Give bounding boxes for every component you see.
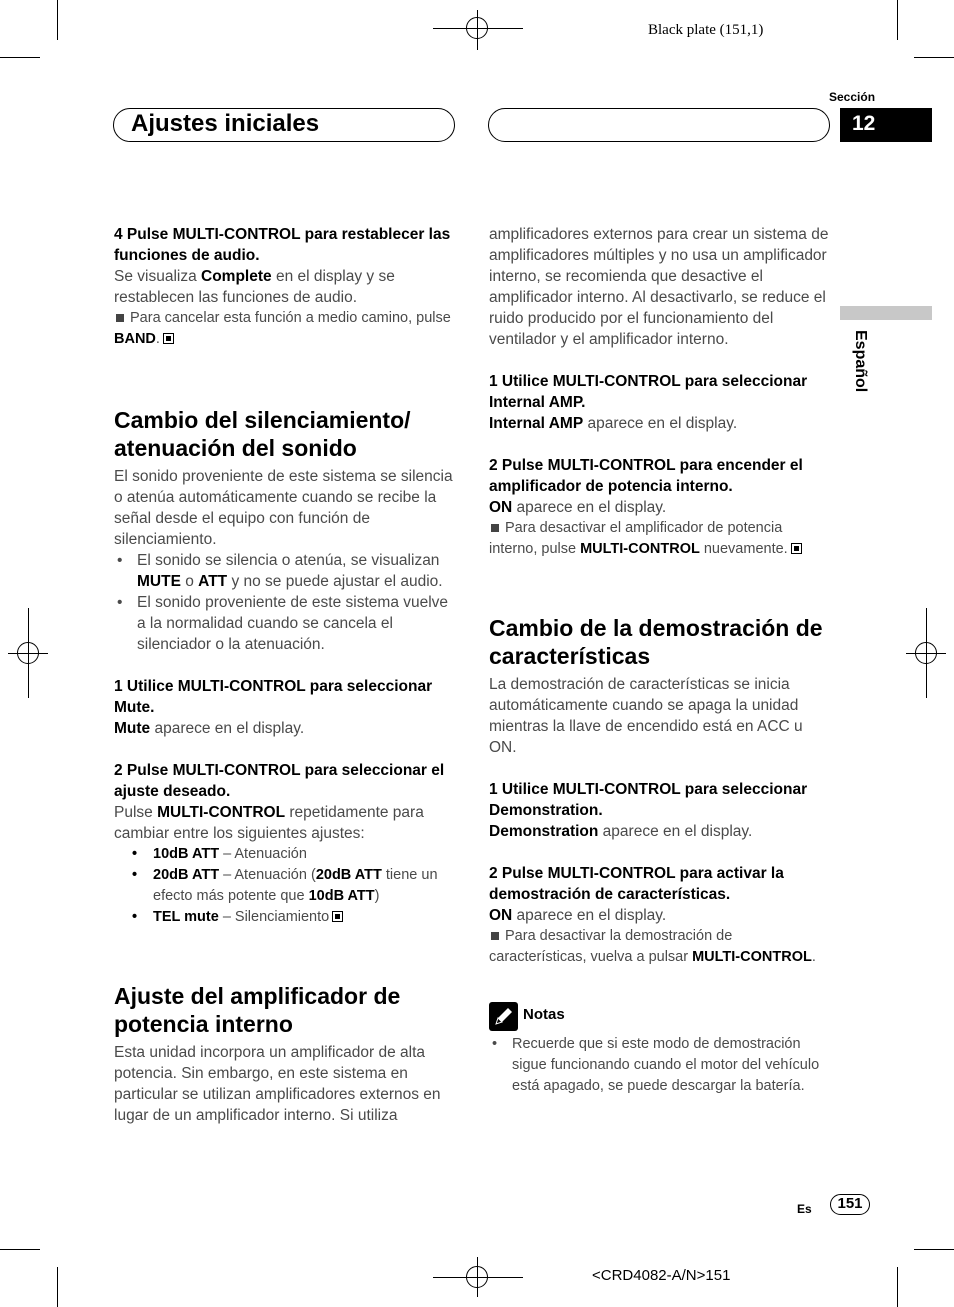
right-column	[489, 224, 831, 968]
note-line: Para cancelar esta función a medio camino, pulse BAND.	[114, 310, 451, 347]
step-title: 4 Pulse MULTI-CONTROL para restablecer las funciones de audio.	[114, 226, 451, 264]
bullet-item: • El sonido proveniente de este sistema vuelve a la normalidad cuando se cancela el silenciador o la atenuación.	[114, 592, 456, 655]
crop-mark	[57, 0, 58, 40]
plate-label: Black plate (151,1)	[648, 22, 764, 38]
language-code: Es	[797, 1202, 812, 1216]
section-heading: Ajuste del amplificador de potencia interno	[114, 983, 401, 1037]
chapter-title: Ajustes iniciales	[131, 110, 320, 137]
crop-mark	[0, 57, 40, 58]
paragraph: Internal AMP aparece en el display.	[489, 415, 738, 432]
paragraph: amplificadores externos para crear un sistema de amplificadores múltiples y no usa un amplificador interno, se recomienda que desactive el amplificador interno. Al desactivarlo, se reduce el ruido producido por el funcionamiento del ventilador y el amplificador interno.	[489, 226, 829, 348]
crop-mark	[57, 1267, 58, 1307]
crop-mark	[914, 1249, 954, 1250]
note-square-icon	[491, 932, 499, 940]
section-label: Sección	[829, 90, 876, 104]
note-square-icon	[491, 524, 499, 532]
section-number-box	[840, 108, 932, 142]
crop-mark	[0, 1249, 40, 1250]
crop-mark	[897, 0, 898, 40]
end-of-section-icon	[163, 333, 174, 344]
step-title: 1 Utilice MULTI-CONTROL para seleccionar Internal AMP.	[489, 373, 808, 411]
paragraph: Demonstration aparece en el display.	[489, 823, 753, 840]
notes-title: Notas	[523, 1006, 565, 1023]
language-label: Español	[852, 330, 869, 393]
paragraph: La demostración de características se inicia automáticamente cuando se apaga la unidad mientras la llave de encendido está en ACC u ON.	[489, 676, 803, 756]
section-number: 12	[852, 112, 876, 135]
registration-circle-icon	[915, 642, 937, 664]
step-title: 1 Utilice MULTI-CONTROL para seleccionar Demonstration.	[489, 781, 808, 819]
step-title: 2 Pulse MULTI-CONTROL para activar la demostración de características.	[489, 865, 784, 903]
paragraph: ON aparece en el display.	[489, 499, 667, 516]
registration-circle-icon	[466, 17, 488, 39]
registration-circle-icon	[17, 642, 39, 664]
registration-circle-icon	[466, 1266, 488, 1288]
crop-mark	[897, 1267, 898, 1307]
step-title: 1 Utilice MULTI-CONTROL para seleccionar Mute.	[114, 678, 433, 716]
option-item: • 20dB ATT – Atenuación (20dB ATT tiene un efecto más potente que 10dB ATT)	[114, 865, 456, 907]
note-square-icon	[116, 314, 124, 322]
paragraph: Esta unidad incorpora un amplificador de alta potencia. Sin embargo, en este sistema en particular se utilizan amplificadores externos en lugar de un amplificador interno. Si utiliza	[114, 1044, 441, 1124]
left-column	[114, 224, 456, 1126]
header-empty-pill	[488, 108, 830, 142]
step-title: 2 Pulse MULTI-CONTROL para seleccionar el ajuste deseado.	[114, 762, 445, 800]
notes-item: • Recuerde que si este modo de demostración sigue funcionando cuando el motor del vehículo está apagado, se puede descargar la batería.	[489, 1034, 824, 1097]
paragraph: Se visualiza Complete en el display y se restablecen las funciones de audio.	[114, 268, 395, 306]
document-code: <CRD4082-A/N>151	[592, 1267, 731, 1284]
notes-pencil-icon	[489, 1002, 518, 1031]
end-of-section-icon	[791, 543, 802, 554]
note-line: Para desactivar el amplificador de potencia interno, pulse MULTI-CONTROL nuevamente.	[489, 518, 831, 560]
paragraph: ON aparece en el display.	[489, 907, 667, 924]
section-heading: Cambio del silenciamiento/ atenuación del sonido	[114, 407, 411, 461]
option-item: • TEL mute – Silenciamiento	[114, 907, 456, 928]
bullet-item: • El sonido se silencia o atenúa, se visualizan MUTE o ATT y no se puede ajustar el audio.	[114, 550, 456, 592]
end-of-section-icon	[332, 911, 343, 922]
section-heading: Cambio de la demostración de características	[489, 615, 823, 669]
crop-mark	[914, 57, 954, 58]
page-number: 151	[830, 1194, 870, 1215]
paragraph: El sonido proveniente de este sistema se silencia o atenúa automáticamente cuando se recibe la señal desde el equipo con función de silenciamiento.	[114, 468, 453, 548]
paragraph: Mute aparece en el display.	[114, 720, 305, 737]
note-line: Para desactivar la demostración de características, vuelva a pulsar MULTI-CONTROL.	[489, 928, 816, 965]
language-tab	[840, 306, 932, 320]
paragraph: Pulse MULTI-CONTROL repetidamente para cambiar entre los siguientes ajustes:	[114, 804, 424, 842]
step-title: 2 Pulse MULTI-CONTROL para encender el amplificador de potencia interno.	[489, 457, 803, 495]
notes-list	[489, 1034, 824, 1097]
option-item: • 10dB ATT – Atenuación	[114, 844, 456, 865]
